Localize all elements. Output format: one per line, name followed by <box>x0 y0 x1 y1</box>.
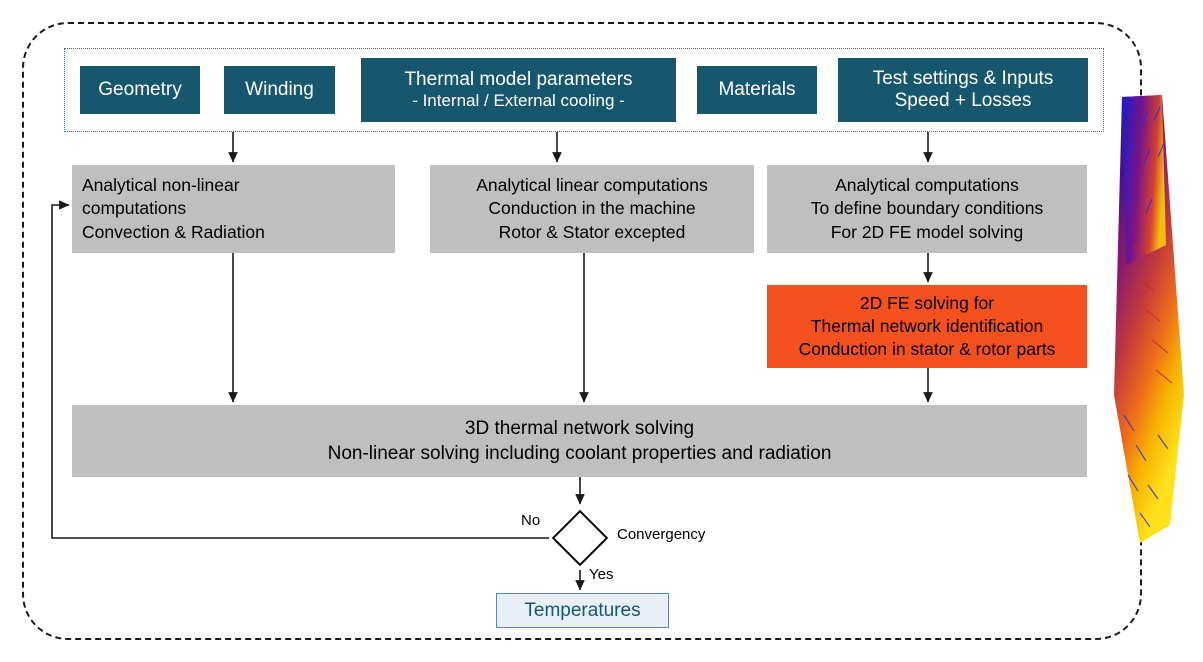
decision-label-no: No <box>521 512 541 529</box>
input-label-test-settings: Test settings & Inputs <box>872 67 1054 89</box>
network-line-1: 3D thermal network solving <box>464 417 695 439</box>
output-box-temperatures[interactable] <box>496 593 669 628</box>
process-line-1: Analytical non-linear <box>82 175 240 196</box>
fe-line-2: Thermal network identification <box>810 315 1044 336</box>
process-box-2d-fe-solving[interactable] <box>767 285 1087 368</box>
input-label-thermal-model-parameters: Thermal model parameters <box>404 68 633 90</box>
decision-label-yes: Yes <box>589 566 614 583</box>
process-box-analytical-nonlinear[interactable] <box>72 165 395 253</box>
input-sublabel-thermal-model-parameters: - Internal / External cooling - <box>412 91 625 111</box>
fe-line-1: 2D FE solving for <box>859 292 995 313</box>
decision-label-convergency: Convergency <box>617 526 706 543</box>
input-label-materials: Materials <box>718 78 796 100</box>
network-line-2: Non-linear solving including coolant properties and radiation <box>327 443 832 464</box>
diamond-shape <box>552 510 609 567</box>
input-label-winding: Winding <box>245 78 314 100</box>
input-box-winding[interactable] <box>224 66 335 114</box>
process-box-analytical-boundary[interactable] <box>767 165 1087 253</box>
process-line-3: Convection & Radiation <box>82 221 265 242</box>
input-box-geometry[interactable] <box>80 66 200 114</box>
input-sublabel-test-settings: Speed + Losses <box>894 90 1032 111</box>
process-line-3: For 2D FE model solving <box>830 221 1024 242</box>
process-line-1: Analytical linear computations <box>476 175 708 196</box>
process-box-analytical-linear[interactable] <box>430 165 754 253</box>
process-line-2: Conduction in the machine <box>488 198 696 219</box>
input-box-test-settings[interactable] <box>838 58 1088 122</box>
process-line-1: Analytical computations <box>835 175 1019 196</box>
decision-convergency[interactable] <box>549 507 611 569</box>
process-line-3: Rotor & Stator excepted <box>498 221 686 242</box>
process-line-2: computations <box>82 198 187 219</box>
fe-thermal-plot-image <box>1110 95 1198 545</box>
process-line-2: To define boundary conditions <box>810 198 1044 219</box>
input-box-thermal-model-parameters[interactable] <box>361 58 676 122</box>
input-label-geometry: Geometry <box>98 78 182 100</box>
input-box-materials[interactable] <box>697 66 817 114</box>
fe-line-3: Conduction in stator & rotor parts <box>798 339 1056 360</box>
output-label-temperatures: Temperatures <box>524 599 641 621</box>
process-box-3d-thermal-network[interactable] <box>72 405 1087 477</box>
